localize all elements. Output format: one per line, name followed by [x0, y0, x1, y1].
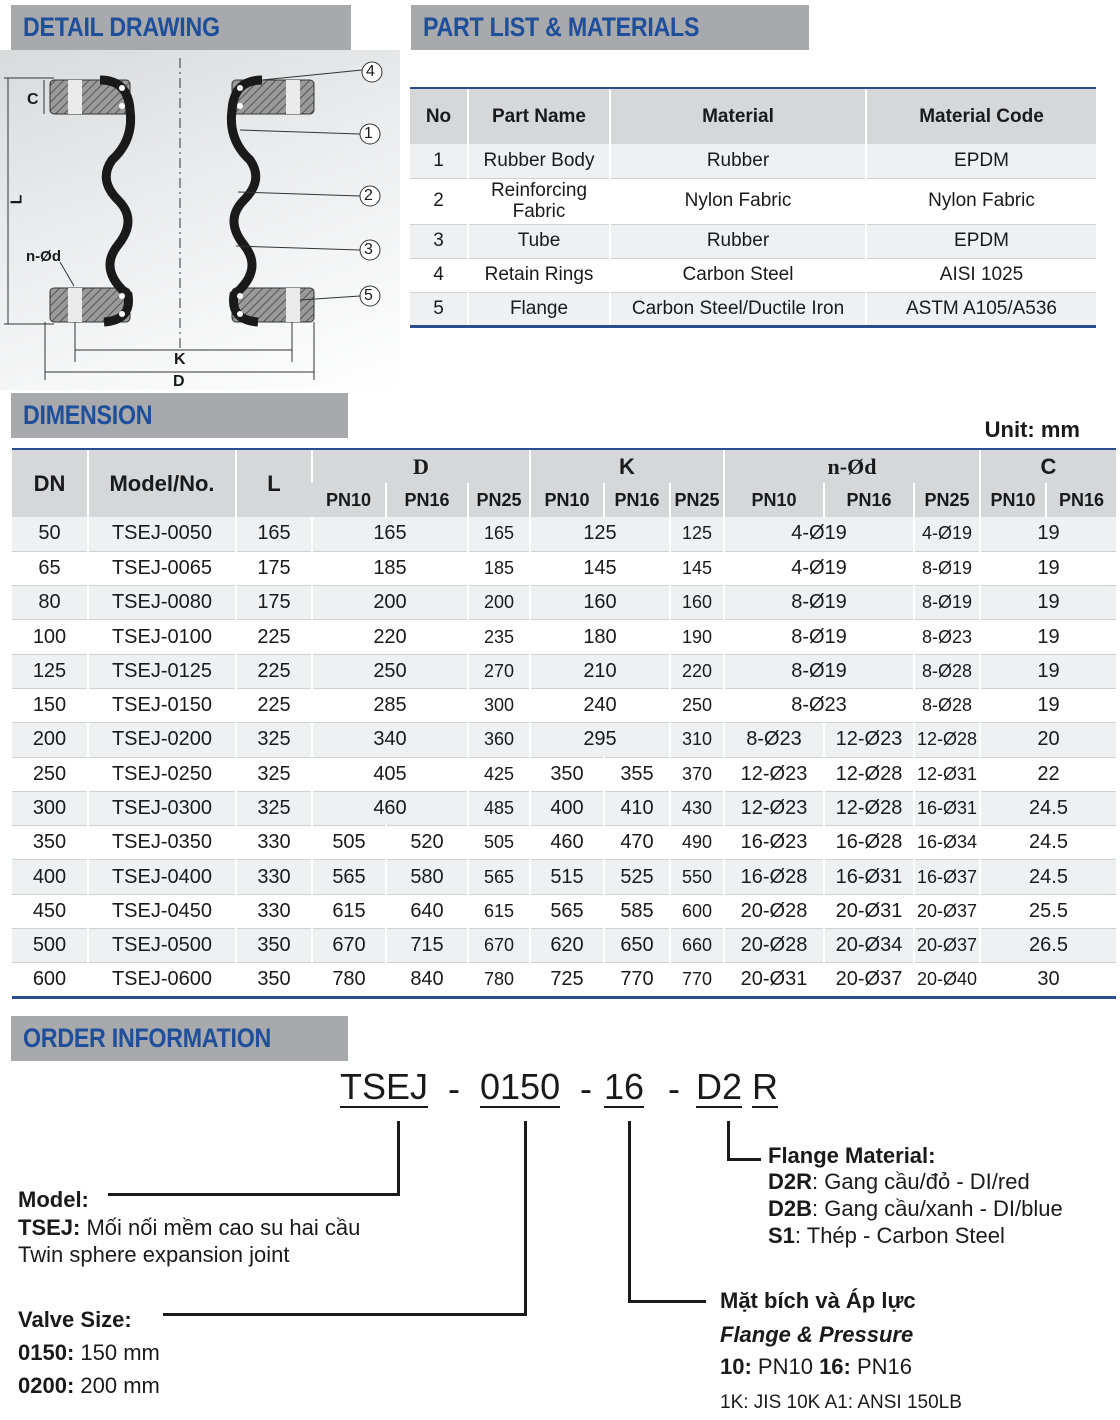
table-row: 80 TSEJ-0080 175 200 200 160 160 8-Ø19 8-Ø19 19 — [12, 586, 1116, 620]
table-row: 250 TSEJ-0250 325 405 425 350 355 370 12-Ø23 12-Ø28 12-Ø31 22 — [12, 757, 1116, 791]
table-row: 350 TSEJ-0350 330 505 520 505 460 470 490 16-Ø23 16-Ø28 16-Ø34 24.5 — [12, 826, 1116, 860]
parts-header-no: No — [410, 88, 468, 144]
dim-header-k: K — [530, 449, 724, 483]
dim-header-n-pn10: PN10 — [724, 483, 824, 517]
connector-pressure — [628, 1121, 631, 1303]
pressure-options: 10: PN10 16: PN16 — [720, 1354, 913, 1379]
model-desc-en: Twin sphere expansion joint — [18, 1242, 290, 1267]
dim-header-d-pn25: PN25 — [468, 483, 530, 517]
callout-3: 3 — [364, 241, 373, 258]
connector-size — [524, 1121, 527, 1316]
table-row: 1 Rubber Body Rubber EPDM — [410, 144, 1096, 178]
callout-5: 5 — [364, 287, 373, 304]
code-part-material: D2 — [696, 1066, 743, 1107]
size-option-1: 0150: 150 mm — [18, 1340, 160, 1365]
code-dash-1: - — [448, 1068, 460, 1109]
table-row: 450 TSEJ-0450 330 615 640 615 565 585 600 20-Ø28 20-Ø31 20-Ø37 25.5 — [12, 894, 1116, 928]
table-row: 100 TSEJ-0100 225 220 235 180 190 8-Ø19 8-Ø23 19 — [12, 620, 1116, 654]
dim-header-d-pn16: PN16 — [386, 483, 468, 517]
dim-header-c-pn16: PN16 — [1046, 483, 1116, 517]
table-row: 5 Flange Carbon Steel/Ductile Iron ASTM A105/A536 — [410, 292, 1096, 326]
pressure-extra: 1K: JIS 10K A1: ANSI 150LB — [720, 1392, 962, 1413]
table-row: 65 TSEJ-0065 175 185 185 145 145 4-Ø19 8-Ø19 19 — [12, 551, 1116, 585]
code-part-model: TSEJ — [340, 1066, 429, 1107]
detail-drawing — [0, 50, 400, 390]
parts-header-material: Material — [610, 88, 866, 144]
size-option-2: 0200: 200 mm — [18, 1373, 160, 1398]
table-row: 3 Tube Rubber EPDM — [410, 224, 1096, 258]
material-option-1: D2R: Gang cầu/đỏ - DI/red — [768, 1169, 1030, 1194]
drawing-label-l: L — [8, 194, 26, 205]
material-option-2: D2B: Gang cầu/xanh - DI/blue — [768, 1196, 1063, 1221]
dimension-table-body — [12, 517, 1116, 997]
dim-header-k-pn25: PN25 — [670, 483, 724, 517]
dim-header-d: D — [312, 449, 530, 483]
callout-1: 1 — [364, 125, 373, 142]
dim-header-d-pn10: PN10 — [312, 483, 386, 517]
order-information — [0, 1060, 1120, 1420]
model-title: Model: — [18, 1187, 89, 1212]
dim-header-l: L — [236, 449, 312, 517]
material-option-3: S1: Thép - Carbon Steel — [768, 1223, 1005, 1248]
parts-header-name: Part Name — [468, 88, 610, 144]
dimension-table — [12, 448, 1116, 999]
parts-header-code: Material Code — [866, 88, 1096, 144]
drawing-label-k: K — [174, 351, 186, 368]
code-part-material-suffix: R — [752, 1066, 778, 1107]
parts-table — [410, 87, 1096, 328]
model-desc-vi: TSEJ: Mối nối mềm cao su hai cầu — [18, 1215, 361, 1240]
code-part-pressure: 16 — [604, 1066, 645, 1107]
table-row: 50 TSEJ-0050 165 165 165 125 125 4-Ø19 4-Ø19 19 — [12, 517, 1116, 551]
order-info-header: ORDER INFORMATION — [11, 1016, 348, 1061]
dim-header-n-pn25: PN25 — [914, 483, 980, 517]
table-row: 400 TSEJ-0400 330 565 580 565 515 525 550 16-Ø28 16-Ø31 16-Ø37 24.5 — [12, 860, 1116, 894]
code-dash-2: - — [580, 1068, 592, 1109]
callout-4: 4 — [366, 63, 375, 80]
table-row: 600 TSEJ-0600 350 780 840 780 725 770 770 20-Ø31 20-Ø37 20-Ø40 30 — [12, 963, 1116, 997]
pressure-subtitle: Flange & Pressure — [720, 1322, 914, 1347]
dim-header-c: C — [980, 449, 1116, 483]
detail-drawing-header: DETAIL DRAWING — [11, 5, 351, 50]
connector-model — [397, 1121, 400, 1195]
pressure-title: Mặt bích và Áp lực — [720, 1288, 916, 1313]
dim-header-dn: DN — [12, 449, 88, 517]
dim-header-n-pn16: PN16 — [824, 483, 914, 517]
size-title: Valve Size: — [18, 1307, 132, 1332]
unit-label: Unit: mm — [984, 417, 1080, 442]
callout-2: 2 — [364, 187, 373, 204]
table-row: 4 Retain Rings Carbon Steel AISI 1025 — [410, 258, 1096, 292]
material-title: Flange Material: — [768, 1143, 936, 1168]
table-row: 125 TSEJ-0125 225 250 270 210 220 8-Ø19 8-Ø28 19 — [12, 654, 1116, 688]
dim-header-k-pn16: PN16 — [604, 483, 670, 517]
dim-header-k-pn10: PN10 — [530, 483, 604, 517]
dim-header-nod: n-Ød — [724, 449, 980, 483]
code-part-size: 0150 — [480, 1066, 561, 1107]
drawing-label-c: C — [27, 91, 39, 108]
drawing-label-d: D — [173, 373, 185, 390]
dimension-header: DIMENSION — [11, 393, 348, 438]
table-row: 500 TSEJ-0500 350 670 715 670 620 650 660 20-Ø28 20-Ø34 20-Ø37 26.5 — [12, 929, 1116, 963]
dim-header-model: Model/No. — [88, 449, 236, 517]
code-dash-3: - — [668, 1068, 680, 1109]
table-row: 150 TSEJ-0150 225 285 300 240 250 8-Ø23 8-Ø28 19 — [12, 688, 1116, 722]
table-row: 2 Reinforcing Fabric Nylon Fabric Nylon Fabric — [410, 178, 1096, 224]
expansion-joint-drawing — [0, 50, 400, 390]
dim-header-c-pn10: PN10 — [980, 483, 1046, 517]
table-row: 300 TSEJ-0300 325 460 485 400 410 430 12-Ø23 12-Ø28 16-Ø31 24.5 — [12, 791, 1116, 825]
table-row: 200 TSEJ-0200 325 340 360 295 310 8-Ø23 12-Ø23 12-Ø28 20 — [12, 723, 1116, 757]
drawing-label-nod: n-Ød — [26, 248, 61, 265]
connector-material — [727, 1121, 730, 1161]
part-list-header: PART LIST & MATERIALS — [411, 5, 809, 50]
